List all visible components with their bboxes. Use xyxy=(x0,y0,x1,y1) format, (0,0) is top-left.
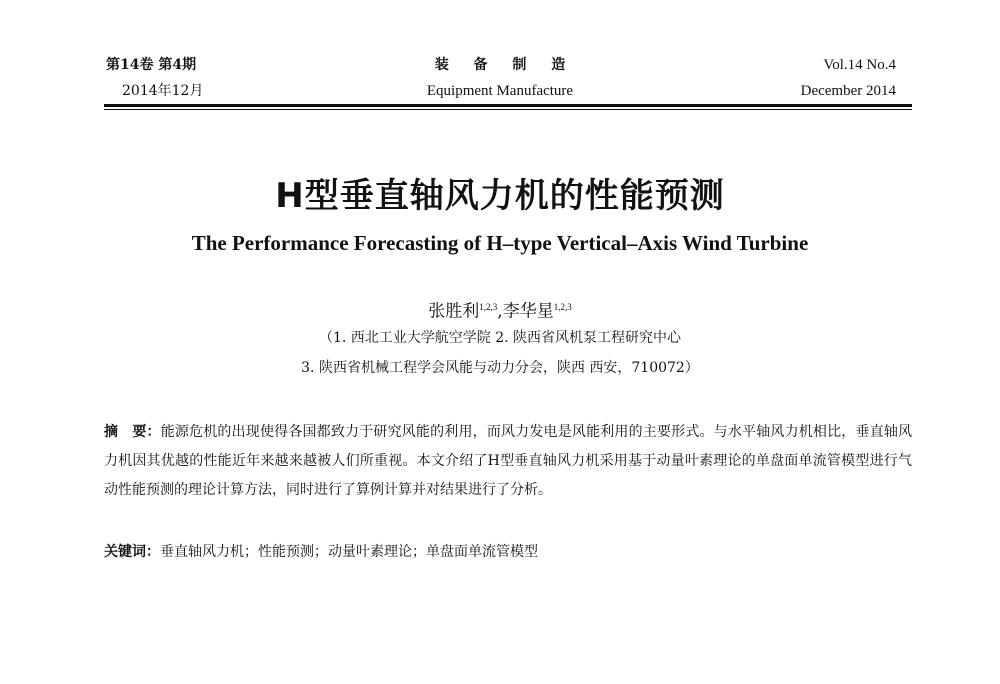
keywords xyxy=(104,538,912,567)
affiliation-line-2: 3. 陕西省机械工程学会风能与动力分会，陕西 西安，710072） xyxy=(301,360,699,376)
journal-name-en: Equipment Manufacture xyxy=(426,83,574,99)
author-affil-sup: 1,2,3 xyxy=(479,302,498,312)
abstract-label: 摘 要： xyxy=(104,424,161,440)
article-title-cn: H型垂直轴风力机的性能预测 xyxy=(275,176,725,216)
keywords-label: 关键词： xyxy=(104,544,160,560)
author-separator: , xyxy=(497,301,503,322)
journal-name-cn: 装 备 制 造 xyxy=(434,57,576,73)
date-en: December 2014 xyxy=(800,83,896,99)
author-affil-sup: 1,2,3 xyxy=(553,302,572,312)
header-rule-thin xyxy=(104,109,912,110)
journal-header xyxy=(0,0,1000,120)
article-title-en: The Performance Forecasting of H–type Vertical–Axis Wind Turbine xyxy=(191,231,809,255)
author-name: 李华星 xyxy=(502,301,554,322)
affiliation-line-1: （1. 西北工业大学航空学院 2. 陕西省风机泵工程研究中心 xyxy=(318,330,682,346)
keywords-text: 垂直轴风力机；性能预测；动量叶素理论；单盘面单流管模型 xyxy=(160,544,538,560)
volume-cn: 第14卷 第4期 xyxy=(106,57,197,73)
author-list xyxy=(0,296,1000,323)
date-cn: 2014年12月 xyxy=(122,83,204,99)
volume-en: Vol.14 No.4 xyxy=(823,57,896,73)
author-name: 张胜利 xyxy=(428,301,480,322)
abstract-text: 能源危机的出现使得各国都致力于研究风能的利用，而风力发电是风能利用的主要形式。与水平轴风力机相比，垂直轴风力机因其优越的性能近年来越来越被人们所重视。本文介绍了H型垂直轴风力机采用基于动量叶素理论的单盘面单流管模型进行气动性能预测的理论计算方法，同时进行了算例计算并对结果进行了分析。 xyxy=(104,424,913,498)
abstract xyxy=(104,418,912,505)
header-rule-thick xyxy=(104,104,912,107)
